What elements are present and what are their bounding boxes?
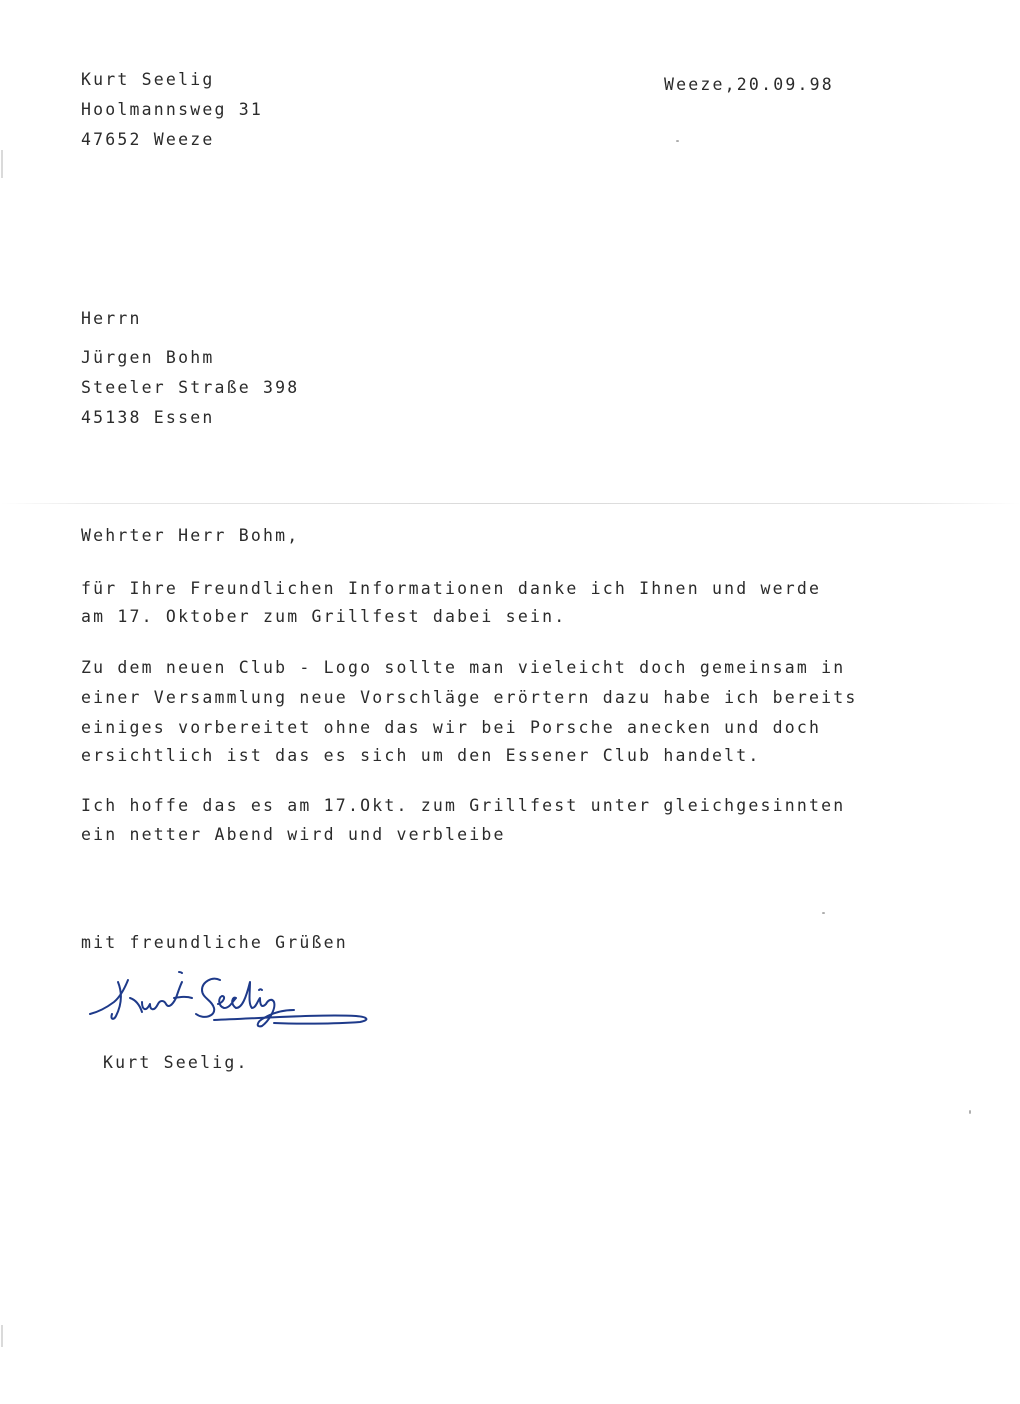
paragraph3-line: ein netter Abend wird und verbleibe	[81, 825, 506, 844]
signature-stroke	[179, 972, 182, 973]
closing: mit freundliche Grüßen	[81, 933, 348, 952]
paragraph1-line: für Ihre Freundlichen Informationen danke ich Ihnen und werde	[81, 579, 822, 598]
sender-name: Kurt Seelig	[81, 70, 215, 89]
paragraph3-line: Ich hoffe das es am 17.Okt. zum Grillfest unter gleichgesinnten	[81, 796, 846, 815]
signature-stroke	[196, 979, 220, 1017]
signature-stroke	[174, 997, 192, 998]
scan-speck	[822, 912, 825, 914]
paragraph2-line: einer Versammlung neue Vorschläge erörtern dazu habe ich bereits	[81, 688, 858, 707]
paragraph2-line: Zu dem neuen Club - Logo sollte man vieleicht doch gemeinsam in	[81, 658, 846, 677]
edge-mark	[1, 150, 3, 178]
fold-line	[0, 503, 1020, 504]
signature-stroke	[214, 1015, 366, 1023]
paragraph2-line: einiges vorbereitet ohne das wir bei Porsche anecken und doch	[81, 718, 822, 737]
signature-stroke	[90, 980, 128, 1014]
recipient-name: Jürgen Bohm	[81, 348, 215, 367]
edge-mark	[1, 1325, 3, 1347]
scan-speck	[969, 1110, 971, 1114]
signature-stroke	[259, 989, 262, 990]
recipient-salutation: Herrn	[81, 309, 142, 328]
signature-stroke	[142, 982, 182, 1009]
greeting: Wehrter Herr Bohm,	[81, 526, 300, 545]
signature-stroke	[130, 998, 142, 1012]
paragraph2-line: ersichtlich ist das es sich um den Essener Club handelt.	[81, 746, 761, 765]
paragraph1-line: am 17. Oktober zum Grillfest dabei sein.	[81, 607, 567, 626]
sender-city: 47652 Weeze	[81, 130, 215, 149]
sender-street: Hoolmannsweg 31	[81, 100, 264, 119]
place-date: Weeze,20.09.98	[664, 75, 834, 94]
recipient-street: Steeler Straße 398	[81, 378, 300, 397]
scan-speck	[676, 140, 679, 142]
typed-name: Kurt Seelig.	[103, 1053, 249, 1072]
recipient-city: 45138 Essen	[81, 408, 215, 427]
handwritten-signature	[84, 968, 374, 1030]
